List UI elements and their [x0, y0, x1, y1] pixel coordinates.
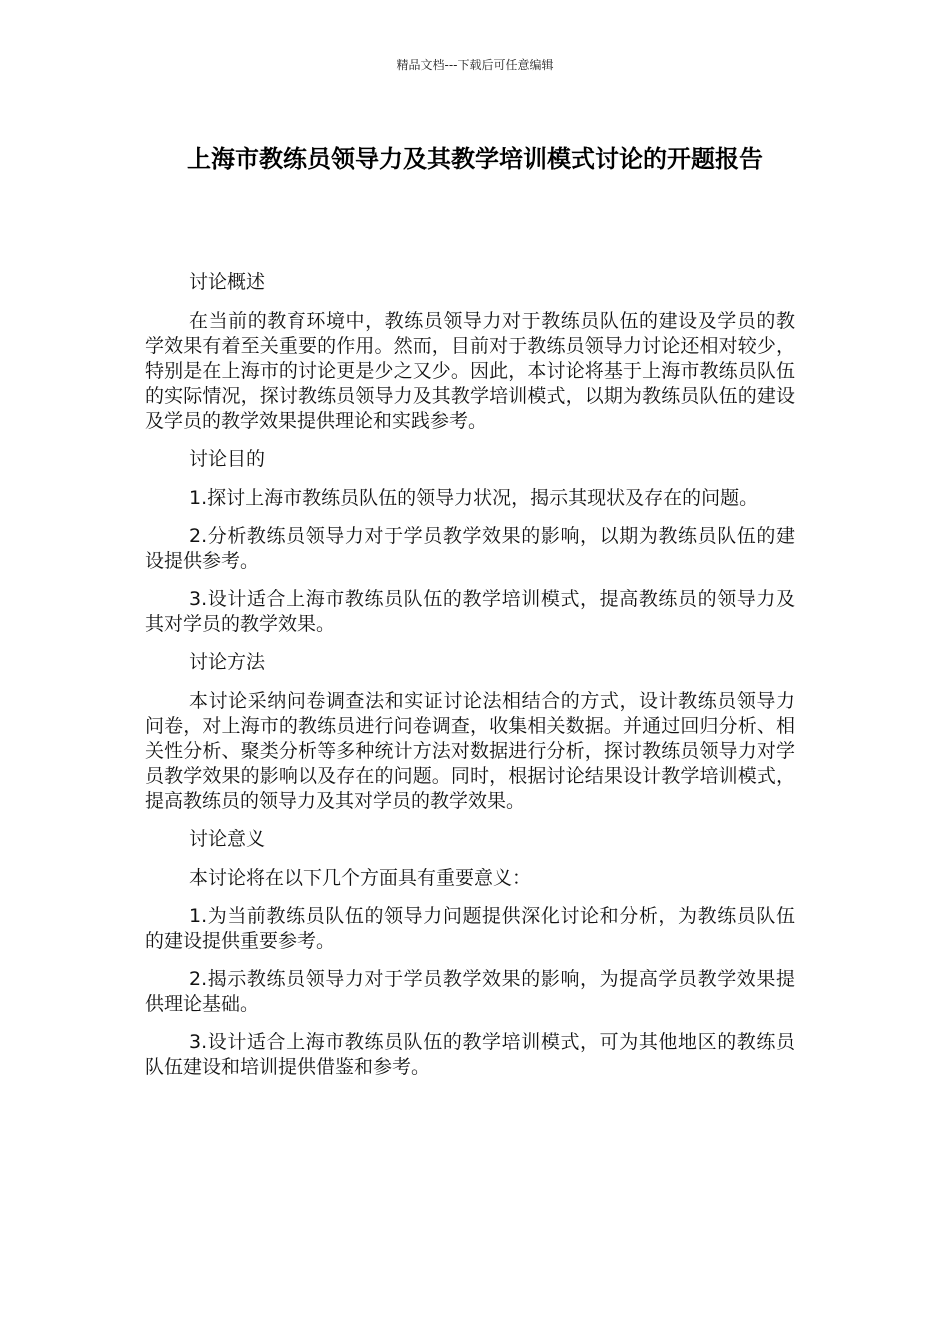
significance-item-1: 1.为当前教练员队伍的领导力问题提供深化讨论和分析，为教练员队伍的建设提供重要参考。: [145, 905, 795, 952]
methods-paragraph: 本讨论采纳问卷调查法和实证讨论法相结合的方式，设计教练员领导力问卷，对上海市的教练员进行问卷调查，收集相关数据。并通过回归分析、相关性分析、聚类分析等多种统计方法对数据进行分析，探讨教练员领导力对学员教学效果的影响以及存在的问题。同时，根据讨论结果设计教学培训模式，提高教练员的领导力及其对学员的教学效果。: [145, 690, 795, 812]
significance-item-3: 3.设计适合上海市教练员队伍的教学培训模式，可为其他地区的教练员队伍建设和培训提供借鉴和参考。: [145, 1031, 795, 1078]
document-title: 上海市教练员领导力及其教学培训模式讨论的开题报告: [187, 145, 763, 173]
section-heading-significance: 讨论意义: [189, 828, 266, 850]
significance-item-2: 2.揭示教练员领导力对于学员教学效果的影响，为提高学员教学效果提供理论基础。: [145, 968, 795, 1015]
objective-item-2: 2.分析教练员领导力对于学员教学效果的影响，以期为教练员队伍的建设提供参考。: [145, 525, 795, 572]
section-heading-overview: 讨论概述: [189, 271, 266, 293]
objective-item-1: 1.探讨上海市教练员队伍的领导力状况，揭示其现状及存在的问题。: [189, 487, 759, 509]
section-heading-objectives: 讨论目的: [189, 448, 266, 470]
overview-paragraph: 在当前的教育环境中，教练员领导力对于教练员队伍的建设及学员的教学效果有着至关重要的作用。然而，目前对于教练员领导力讨论还相对较少，特别是在上海市的讨论更是少之又少。因此，本讨论将基于上海市教练员队伍的实际情况，探讨教练员领导力及其教学培训模式，以期为教练员队伍的建设及学员的教学效果提供理论和实践参考。: [145, 310, 795, 432]
significance-intro: 本讨论将在以下几个方面具有重要意义：: [189, 867, 532, 889]
objective-item-3: 3.设计适合上海市教练员队伍的教学培训模式，提高教练员的领导力及其对学员的教学效果。: [145, 588, 795, 635]
section-heading-methods: 讨论方法: [189, 651, 266, 673]
document-body: [145, 270, 795, 1093]
header-note: 精品文档---下载后可任意编辑: [396, 58, 554, 72]
